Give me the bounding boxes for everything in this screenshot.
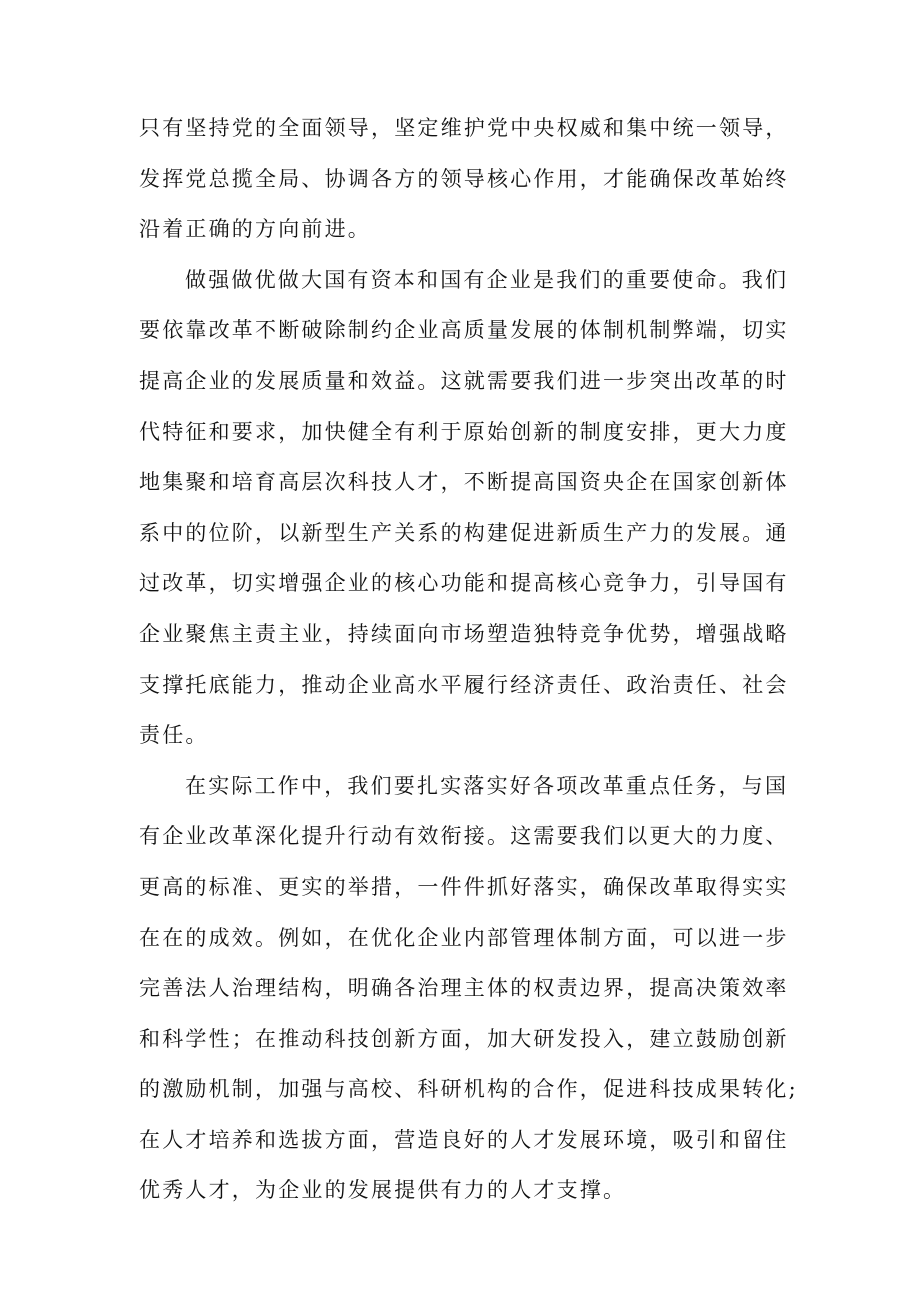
text-line: 只有坚持党的全面领导，坚定维护党中央权威和集中统一领导， [139,116,789,140]
text-line: 沿着正确的方向前进。 [139,217,371,242]
text-line: 支撑托底能力，推动企业高水平履行经济责任、政治责任、社会 [139,672,789,697]
text-line: 代特征和要求，加快健全有利于原始创新的制度安排，更大力度 [139,419,789,444]
text-line: 提高企业的发展质量和效益。这就需要我们进一步突出改革的时 [139,368,789,393]
text-line: 完善法人治理结构，明确各治理主体的权责边界，提高决策效率 [139,976,789,1001]
paragraph-1 [139,103,789,255]
text-line: 优秀人才，为企业的发展提供有力的人才支撑。 [139,1178,627,1203]
paragraph-3 [139,761,798,1216]
text-line: 发挥党总揽全局、协调各方的领导核心作用，才能确保改革始终 [139,166,789,191]
text-line: 更高的标准、更实的举措，一件件抓好落实，确保改革取得实实 [139,874,789,899]
document-body [139,103,798,1216]
text-line: 要依靠改革不断破除制约企业高质量发展的体制机制弊端，切实 [139,318,789,343]
text-line: 过改革，切实增强企业的核心功能和提高核心竞争力，引导国有 [139,571,789,596]
text-line: 地集聚和培育高层次科技人才，不断提高国资央企在国家创新体 [139,470,789,495]
paragraph-2 [139,255,789,761]
text-line: 做强做优做大国有资本和国有企业是我们的重要使命。我们 [185,267,789,292]
text-line: 在实际工作中，我们要扎实落实好各项改革重点任务，与国 [185,773,789,798]
text-line: 和科学性；在推动科技创新方面，加大研发投入，建立鼓励创新 [139,1026,789,1051]
text-line: 在人才培养和选拔方面，营造良好的人才发展环境，吸引和留住 [139,1127,789,1152]
text-line: 的激励机制，加强与高校、科研机构的合作，促进科技成果转化; [139,1077,798,1102]
text-line: 企业聚焦主责主业，持续面向市场塑造独特竞争优势，增强战略 [139,621,789,646]
text-line: 在在的成效。例如，在优化企业内部管理体制方面，可以进一步 [139,925,789,950]
text-line: 有企业改革深化提升行动有效衔接。这需要我们以更大的力度、 [139,824,789,849]
text-line: 责任。 [139,723,209,748]
text-line: 系中的位阶，以新型生产关系的构建促进新质生产力的发展。通 [139,520,789,545]
